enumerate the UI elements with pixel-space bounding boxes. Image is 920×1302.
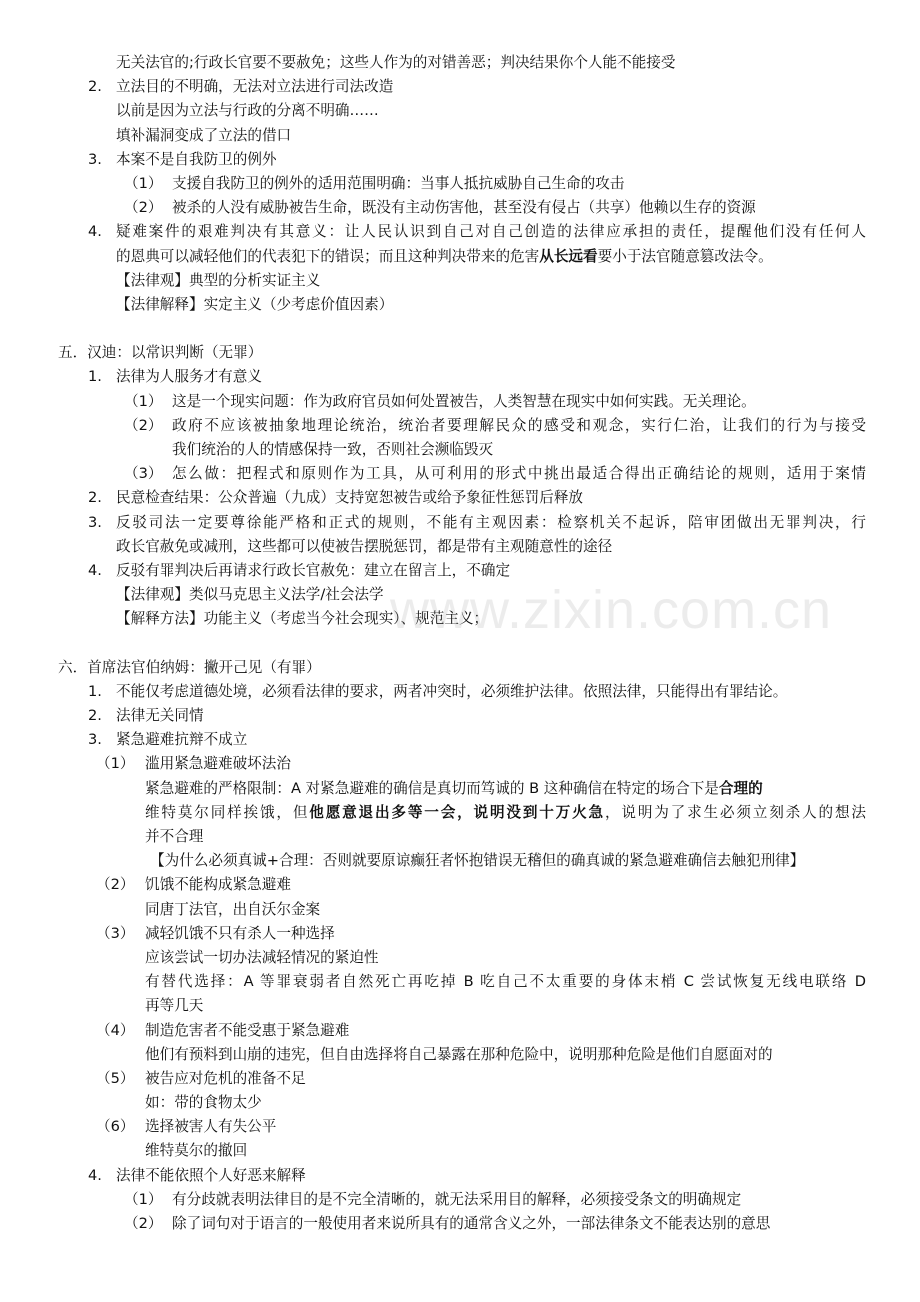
line-text: 被杀的人没有威胁被告生命，既没有主动伤害他，甚至没有侵占（共享）他赖以生存的资源 — [172, 199, 756, 217]
text-line — [0, 1115, 920, 1139]
text-line — [0, 1091, 920, 1115]
list-number: （1） — [124, 392, 163, 410]
text-line — [0, 752, 920, 776]
text-line — [0, 390, 920, 414]
line-text: 【法律观】典型的分析实证主义 — [116, 271, 321, 289]
line-text: 再等几天 — [145, 997, 204, 1015]
list-number: 2. — [88, 707, 102, 725]
text-line — [0, 414, 920, 438]
list-number: （2） — [124, 1215, 163, 1232]
text-line — [0, 994, 920, 1018]
line-text — [116, 245, 773, 269]
list-number: （4） — [96, 1021, 135, 1039]
line-text — [145, 801, 866, 825]
line-text: 法律为人服务才有意义 — [116, 368, 262, 386]
line-text: 【法律解释】实定主义（少考虑价值因素） — [116, 295, 394, 313]
text-line — [0, 825, 920, 849]
line-text: 反驳司法一定要尊徐能严格和正式的规则，不能有主观因素：检察机关不起诉，陪审团做出无罪判决，行 — [116, 513, 866, 531]
line-text: 这是一个现实问题：作为政府官员如何处置被告，人类智慧在现实中如何实践。无关理论。 — [172, 392, 756, 410]
line-text: 无关法官的;行政长官要不要赦免；这些人作为的对错善恶；判决结果你个人能不能接受 — [116, 54, 676, 71]
line-text: 法律无关同情 — [116, 707, 204, 725]
text-line — [0, 220, 920, 244]
text-line — [0, 1212, 920, 1236]
line-text: 我们统治的人的情感保持一致，否则社会濒临毁灭 — [172, 441, 494, 458]
text-line — [0, 1139, 920, 1163]
list-number: 2. — [88, 489, 102, 507]
line-text: 被告应对危机的准备不足 — [145, 1069, 306, 1087]
list-number: （1） — [124, 1190, 163, 1208]
line-text: 立法目的不明确，无法对立法进行司法改造 — [116, 78, 394, 96]
line-text: 【为什么必须真诚+合理：否则就要原谅癫狂者怀抱错误无稽但的确真诚的紧急避难确信去触犯刑律】 — [150, 852, 805, 870]
text-line — [0, 99, 920, 123]
text-line — [0, 172, 920, 196]
line-text: 【解释方法】功能主义（考虑当今社会现实）、规范主义； — [116, 610, 489, 628]
text-line — [0, 148, 920, 172]
line-text: 维特莫尔的撤回 — [145, 1142, 248, 1160]
section-heading — [0, 656, 920, 680]
line-text: 选择被害人有失公平 — [145, 1118, 277, 1136]
text-line — [0, 269, 920, 293]
text-line — [0, 801, 920, 825]
list-number: （1） — [124, 174, 163, 192]
line-text: 法律不能依照个人好恶来解释 — [116, 1166, 306, 1184]
text-line — [0, 1043, 920, 1067]
line-text: 有替代选择：A 等罪衰弱者自然死亡再吃掉 B 吃自己不太重要的身体末梢 C 尝试恢复无线电联络 D — [145, 973, 866, 991]
text-line — [0, 922, 920, 946]
list-number: 3. — [88, 731, 102, 749]
line-text: 民意检查结果：公众普遍（九成）支持宽恕被告或给予象征性惩罚后释放 — [116, 489, 584, 507]
list-number: 4. — [88, 1166, 102, 1184]
text-line — [0, 704, 920, 728]
text-line — [0, 365, 920, 389]
text-line — [0, 607, 920, 631]
line-text: 除了词句对于语言的一般使用者来说所具有的通常含义之外，一部法律条文不能表达别的意思 — [172, 1215, 771, 1232]
list-number: （1） — [96, 755, 135, 773]
list-number: （3） — [124, 465, 163, 483]
line-text: 同唐丁法官，出自沃尔金案 — [145, 900, 321, 918]
text-line — [0, 535, 920, 559]
text-line — [0, 462, 920, 486]
text-line — [0, 438, 920, 462]
line-text: 本案不是自我防卫的例外 — [116, 150, 277, 168]
text-line — [0, 946, 920, 970]
text-line — [0, 75, 920, 99]
text-line — [0, 486, 920, 510]
line-text: 支援自我防卫的例外的适用范围明确：当事人抵抗威胁自己生命的攻击 — [172, 174, 625, 192]
list-number: 4. — [88, 223, 102, 241]
line-text: 怎么做：把程式和原则作为工具，从可利用的形式中挑出最适合得出正确结论的规则，适用于案情 — [172, 465, 866, 483]
line-text: 政府不应该被抽象地理论统治，统治者要理解民众的感受和观念，实行仁治，让我们的行为与接受 — [172, 416, 866, 434]
line-text: 减轻饥饿不只有杀人一种选择 — [145, 924, 335, 942]
line-text: 疑难案件的艰难判决有其意义：让人民认识到自己对自己创造的法律应承担的责任，提醒他们没有任何人 — [116, 223, 866, 241]
text-line — [0, 898, 920, 922]
text-segment: ，说明为了求生必须立刻杀人的想法 — [604, 803, 866, 821]
text-line — [0, 849, 920, 873]
text-line — [0, 1164, 920, 1188]
list-number: （5） — [96, 1069, 135, 1087]
line-text: 五．汉迪：以常识判断（无罪） — [58, 344, 263, 362]
text-line — [0, 511, 920, 535]
list-number: 3. — [88, 513, 102, 531]
line-text — [145, 777, 763, 801]
blank-line — [0, 632, 920, 656]
text-line — [0, 970, 920, 994]
text-line — [0, 245, 920, 269]
text-line — [0, 51, 920, 75]
line-text: 他们有预料到山崩的违宪，但自由选择将自己暴露在那种危险中，说明那种危险是他们自愿面对的 — [145, 1045, 773, 1063]
text-segment: 维特莫尔同样挨饿，但 — [145, 803, 310, 821]
text-segment: 的恩典可以减轻他们的代表犯下的错误；而且这种判决带来的危害 — [116, 247, 540, 265]
list-number: 4. — [88, 561, 102, 579]
blank-line — [0, 317, 920, 341]
list-number: 2. — [88, 78, 102, 96]
emphasis-text: 从长远看 — [539, 247, 598, 265]
text-line — [0, 873, 920, 897]
line-text: 制造危害者不能受惠于紧急避难 — [145, 1021, 350, 1039]
list-number: （2） — [96, 876, 135, 894]
text-segment: 紧急避难的严格限制：A 对紧急避难的确信是真切而笃诚的 B 这种确信在特定的场合下是 — [145, 779, 719, 797]
line-text: 饥饿不能构成紧急避难 — [145, 876, 291, 894]
text-segment: 要小于法官随意篡改法令。 — [597, 247, 773, 265]
text-line — [0, 1019, 920, 1043]
line-text: 不能仅考虑道德处境，必须看法律的要求，两者冲突时，必须维护法律。依照法律，只能得出有罪结论。 — [116, 682, 788, 700]
list-number: （6） — [96, 1118, 135, 1136]
line-text: 反驳有罪判决后再请求行政长官赦免：建立在留言上，不确定 — [116, 561, 511, 579]
text-line — [0, 777, 920, 801]
line-text: 以前是因为立法与行政的分离不明确…… — [116, 102, 379, 120]
text-line — [0, 1188, 920, 1212]
list-number: 1. — [88, 682, 102, 700]
section-heading — [0, 341, 920, 365]
line-text: 如：带的食物太少 — [145, 1094, 262, 1112]
text-line — [0, 728, 920, 752]
list-number: （2） — [124, 199, 163, 217]
document-page — [0, 51, 920, 1236]
line-text: 紧急避难抗辩不成立 — [116, 731, 248, 749]
list-number: （3） — [96, 924, 135, 942]
emphasis-text: 合理的 — [718, 779, 763, 797]
text-line — [0, 1067, 920, 1091]
text-line — [0, 196, 920, 220]
list-number: 3. — [88, 150, 102, 168]
text-line — [0, 559, 920, 583]
text-line — [0, 583, 920, 607]
text-line — [0, 680, 920, 704]
watermark: www.zixin.com.cn — [390, 580, 833, 640]
line-text: 应该尝试一切办法减轻情况的紧迫性 — [145, 948, 379, 966]
line-text: 政长官赦免或减刑，这些都可以使被告摆脱惩罚，都是带有主观随意性的途径 — [116, 537, 613, 555]
line-text: 滥用紧急避难破坏法治 — [145, 755, 291, 773]
line-text: 有分歧就表明法律目的是不完全清晰的，就无法采用目的解释，必须接受条文的明确规定 — [172, 1190, 742, 1208]
emphasis-text: 他愿意退出多等一会，说明没到十万火急 — [309, 803, 605, 821]
line-text: 填补漏洞变成了立法的借口 — [116, 126, 292, 144]
line-text: 并不合理 — [145, 828, 204, 845]
line-text: 六．首席法官伯纳姆：撇开己见（有罪） — [58, 658, 321, 676]
list-number: （2） — [124, 416, 163, 434]
text-line — [0, 124, 920, 148]
list-number: 1. — [88, 368, 102, 386]
line-text: 【法律观】类似马克思主义法学/社会法学 — [116, 586, 384, 604]
text-line — [0, 293, 920, 317]
